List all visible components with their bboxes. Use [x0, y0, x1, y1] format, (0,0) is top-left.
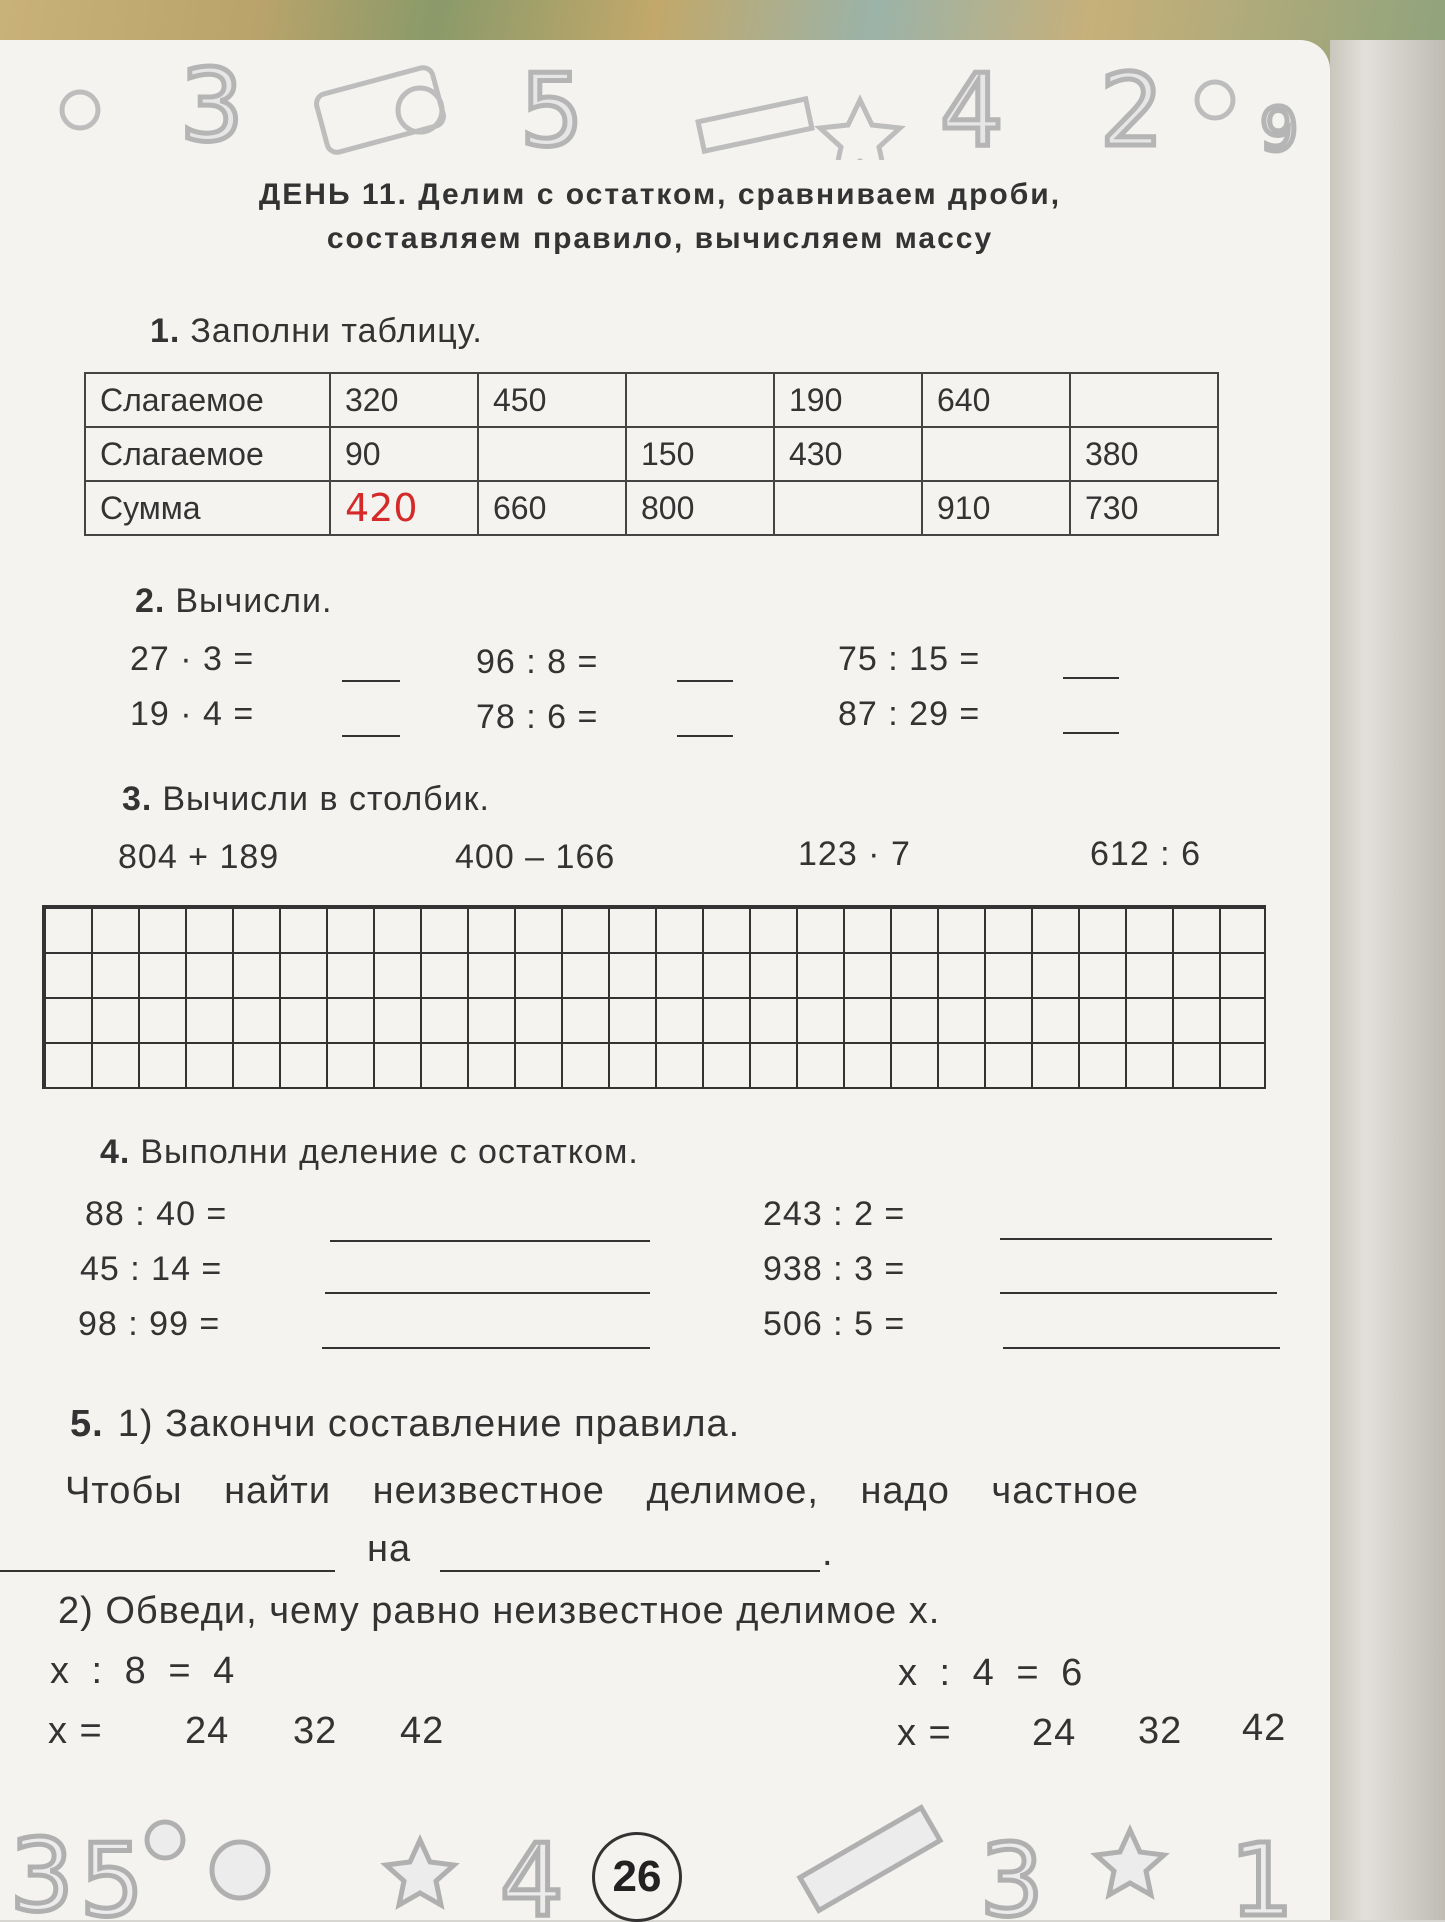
table-cell[interactable]: [774, 481, 922, 535]
svg-text:5: 5: [520, 52, 584, 160]
option-32-right[interactable]: 32: [1138, 1710, 1183, 1752]
option-32-left[interactable]: 32: [293, 1710, 338, 1752]
answer-blank[interactable]: [1000, 1292, 1277, 1294]
equation-right: x : 4 = 6: [898, 1652, 1084, 1694]
svg-text:3: 3: [180, 47, 244, 160]
table-cell[interactable]: [626, 373, 774, 427]
task3-expression: 612 : 6: [1090, 835, 1201, 873]
task4-expression: 88 : 40 =: [85, 1195, 228, 1233]
task3-expression: 400 – 166: [455, 838, 616, 876]
task4-text: Выполни деление с остатком.: [140, 1133, 639, 1171]
table-cell[interactable]: 190: [774, 373, 922, 427]
table-cell[interactable]: 730: [1070, 481, 1218, 535]
task1-text: Заполни таблицу.: [190, 312, 483, 350]
rule-period: .: [822, 1532, 834, 1574]
table-row: [85, 373, 1218, 427]
rule-na: на: [367, 1528, 412, 1570]
task4-expression: 506 : 5 =: [763, 1305, 906, 1343]
task1-heading: [150, 312, 483, 351]
task2-expression: 19 · 4 =: [130, 695, 255, 733]
row-label: Сумма: [85, 481, 330, 535]
svg-text:3: 3: [980, 1822, 1044, 1920]
option-24-left[interactable]: 24: [185, 1710, 230, 1752]
task2-expression: 96 : 8 =: [476, 643, 599, 681]
row-label: Слагаемое: [85, 373, 330, 427]
task3-text: Вычисли в столбик.: [162, 780, 490, 818]
table-cell[interactable]: 380: [1070, 427, 1218, 481]
svg-text:5: 5: [80, 1822, 144, 1920]
table-row: [85, 481, 1218, 535]
task2-expression: 78 : 6 =: [476, 698, 599, 736]
svg-text:3: 3: [10, 1817, 74, 1920]
page-edge: [1330, 40, 1445, 1920]
task5-part2: 2) Обведи, чему равно неизвестное делимое x.: [58, 1590, 941, 1632]
row-label: Слагаемое: [85, 427, 330, 481]
answer-blank[interactable]: [440, 1570, 820, 1572]
task2-text: Вычисли.: [175, 582, 333, 620]
x-equals-left: x =: [48, 1710, 103, 1752]
option-24-right[interactable]: 24: [1032, 1712, 1077, 1754]
answer-blank[interactable]: [1003, 1347, 1280, 1349]
table-cell[interactable]: [1070, 373, 1218, 427]
task4-expression: 243 : 2 =: [763, 1195, 906, 1233]
table-cell[interactable]: [922, 427, 1070, 481]
handwritten-answer[interactable]: 420: [330, 481, 478, 535]
answer-blank[interactable]: [0, 1570, 335, 1572]
task3-expression: 804 + 189: [118, 838, 280, 876]
table-cell[interactable]: 660: [478, 481, 626, 535]
svg-text:2: 2: [1100, 52, 1164, 160]
table-cell[interactable]: [478, 427, 626, 481]
answer-blank[interactable]: [342, 735, 400, 737]
table-cell[interactable]: 640: [922, 373, 1070, 427]
task1-number: 1.: [150, 312, 181, 350]
squared-grid[interactable]: [42, 905, 1266, 1089]
task2-expression: 87 : 29 =: [838, 695, 981, 733]
option-42-right[interactable]: 42: [1242, 1707, 1287, 1749]
svg-text:4: 4: [940, 52, 1004, 160]
table-cell[interactable]: 320: [330, 373, 478, 427]
task3-heading: [122, 780, 490, 819]
page-title-line2: составляем правило, вычисляем массу: [326, 222, 994, 255]
table-cell[interactable]: 910: [922, 481, 1070, 535]
sum-table: [84, 372, 1219, 536]
x-equals-right: x =: [897, 1712, 952, 1754]
page-number: 26: [592, 1832, 682, 1922]
task3-number: 3.: [122, 780, 153, 818]
svg-text:4: 4: [500, 1822, 564, 1920]
table-cell[interactable]: 800: [626, 481, 774, 535]
answer-blank[interactable]: [342, 680, 400, 682]
task4-expression: 938 : 3 =: [763, 1250, 906, 1288]
svg-text:9: 9: [1260, 95, 1299, 160]
option-42-left[interactable]: 42: [400, 1710, 445, 1752]
task2-number: 2.: [135, 582, 166, 620]
answer-blank[interactable]: [677, 735, 733, 737]
table-cell[interactable]: 150: [626, 427, 774, 481]
answer-blank[interactable]: [1063, 677, 1119, 679]
equation-left: x : 8 = 4: [50, 1650, 236, 1692]
task5-part1: [70, 1403, 740, 1446]
top-decoration: [0, 40, 1330, 160]
task4-expression: 45 : 14 =: [80, 1250, 223, 1288]
task4-expression: 98 : 99 =: [78, 1305, 221, 1343]
task4-heading: [100, 1133, 639, 1172]
answer-blank[interactable]: [677, 680, 733, 682]
answer-blank[interactable]: [322, 1347, 650, 1349]
table-row: [85, 427, 1218, 481]
answer-blank[interactable]: [1063, 732, 1119, 734]
answer-blank[interactable]: [325, 1292, 650, 1294]
task2-heading: [135, 582, 332, 621]
task4-number: 4.: [100, 1133, 131, 1171]
page-title-line1: ДЕНЬ 11. Делим с остатком, сравниваем дроби,: [258, 178, 1062, 211]
svg-text:1: 1: [1230, 1822, 1294, 1920]
table-cell[interactable]: 430: [774, 427, 922, 481]
table-cell[interactable]: 450: [478, 373, 626, 427]
answer-blank[interactable]: [330, 1240, 650, 1242]
answer-blank[interactable]: [1000, 1238, 1272, 1240]
table-cell[interactable]: 90: [330, 427, 478, 481]
rule-sentence: Чтобы найти неизвестное делимое, надо частное: [65, 1470, 1140, 1512]
task5-number: 5.: [70, 1403, 104, 1445]
task5-part1-text: 1) Закончи составление правила.: [117, 1403, 741, 1445]
task2-expression: 27 · 3 =: [130, 640, 255, 678]
task2-expression: 75 : 15 =: [838, 640, 981, 678]
task3-expression: 123 · 7: [798, 835, 911, 873]
